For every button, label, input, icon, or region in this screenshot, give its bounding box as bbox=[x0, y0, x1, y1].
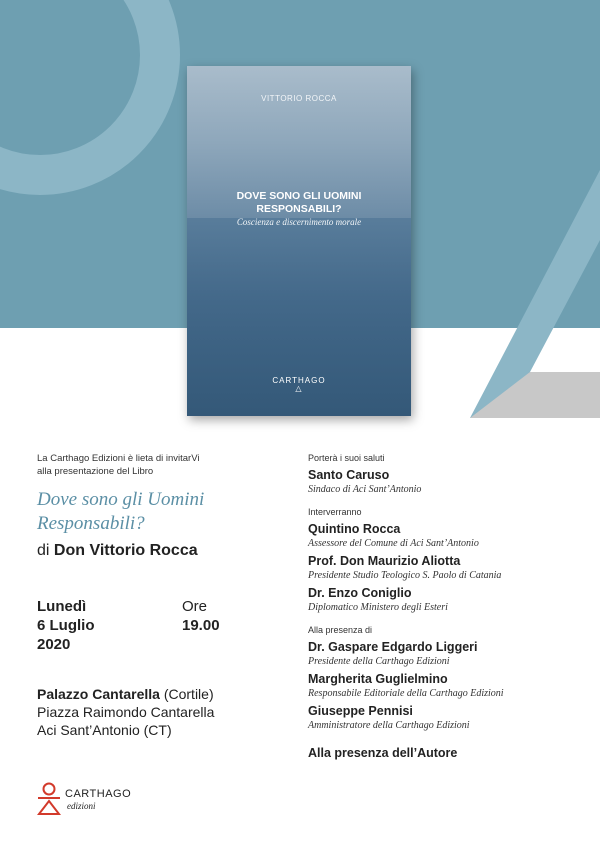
person-name: Giuseppe Pennisi bbox=[308, 704, 413, 718]
venue-note: (Cortile) bbox=[163, 686, 214, 702]
carthago-logo bbox=[37, 782, 177, 816]
person-role: Presidente Studio Teologico S. Paolo di Catania bbox=[308, 570, 502, 581]
person-role: Sindaco di Aci Sant’Antonio bbox=[308, 484, 422, 495]
presence-label: Alla presenza di bbox=[308, 625, 373, 635]
invitation-line2: alla presentazione del Libro bbox=[37, 466, 154, 477]
event-date bbox=[37, 597, 95, 654]
venue-city: Aci Sant’Antonio (CT) bbox=[37, 722, 172, 738]
author-line bbox=[37, 542, 297, 560]
logo-sub: edizioni bbox=[67, 801, 96, 811]
author-name: Don Vittorio Rocca bbox=[53, 542, 198, 559]
event-time-label: Ore bbox=[182, 598, 208, 615]
speaker-item bbox=[308, 521, 588, 550]
person-name: Quintino Rocca bbox=[308, 522, 401, 536]
book-title-line1: DOVE SONO GLI UOMINI bbox=[236, 190, 362, 202]
venue-name: Palazzo Cantarella bbox=[37, 686, 160, 702]
event-title-line2: Responsabili? bbox=[37, 513, 145, 534]
person-role: Assessore del Comune di Aci Sant’Antonio bbox=[308, 538, 479, 549]
decorative-ring bbox=[0, 0, 160, 175]
speaker-item bbox=[308, 585, 588, 614]
author-presence-note: Alla presenza dell’Autore bbox=[308, 746, 458, 760]
book-cover bbox=[187, 66, 411, 416]
book-title-line2: RESPONSABILI? bbox=[256, 203, 342, 215]
book-author: VITTORIO ROCCA bbox=[261, 94, 337, 103]
venue-address: Piazza Raimondo Cantarella bbox=[37, 704, 215, 720]
event-title bbox=[37, 488, 297, 536]
presence-item bbox=[308, 671, 588, 700]
author-prefix: di bbox=[37, 542, 50, 559]
person-role: Responsabile Editoriale della Carthago Edizioni bbox=[308, 688, 504, 699]
person-role: Amministratore della Carthago Edizioni bbox=[308, 720, 470, 731]
event-title-line1: Dove sono gli Uomini bbox=[37, 489, 205, 510]
logo-name: CARTHAGO bbox=[65, 788, 132, 800]
presence-item bbox=[308, 639, 588, 668]
greetings-person bbox=[308, 467, 588, 496]
book-publisher-logo bbox=[187, 376, 411, 393]
speakers-block bbox=[308, 452, 588, 760]
person-role: Diplomatico Ministero degli Esteri bbox=[308, 602, 448, 613]
greetings-label: Porterà i suoi saluti bbox=[308, 453, 385, 463]
event-date-day-month: 6 Luglio bbox=[37, 617, 95, 634]
book-subtitle: Coscienza e discernimento morale bbox=[236, 217, 362, 227]
invitation-text bbox=[37, 452, 297, 478]
person-name: Santo Caruso bbox=[308, 468, 390, 482]
event-time bbox=[182, 597, 220, 635]
event-time-value: 19.00 bbox=[182, 617, 220, 634]
person-name: Dr. Enzo Coniglio bbox=[308, 586, 412, 600]
publisher-symbol-icon: △ bbox=[295, 384, 303, 393]
book-publisher-name: CARTHAGO bbox=[272, 376, 326, 385]
event-year: 2020 bbox=[37, 636, 71, 653]
speaker-item bbox=[308, 553, 588, 582]
invitation-block bbox=[37, 452, 297, 560]
speakers-label: Interverranno bbox=[308, 507, 362, 517]
presence-item bbox=[308, 703, 588, 732]
person-name: Prof. Don Maurizio Aliotta bbox=[308, 554, 461, 568]
event-day: Lunedì bbox=[37, 598, 87, 615]
person-name: Margherita Guglielmino bbox=[308, 672, 448, 686]
person-role: Presidente della Carthago Edizioni bbox=[308, 656, 450, 667]
invitation-line1: La Carthago Edizioni è lieta di invitarVi bbox=[37, 453, 200, 464]
event-venue bbox=[37, 685, 214, 739]
book-title bbox=[187, 190, 411, 216]
carthago-logo-icon bbox=[37, 782, 61, 816]
person-name: Dr. Gaspare Edgardo Liggeri bbox=[308, 640, 478, 654]
